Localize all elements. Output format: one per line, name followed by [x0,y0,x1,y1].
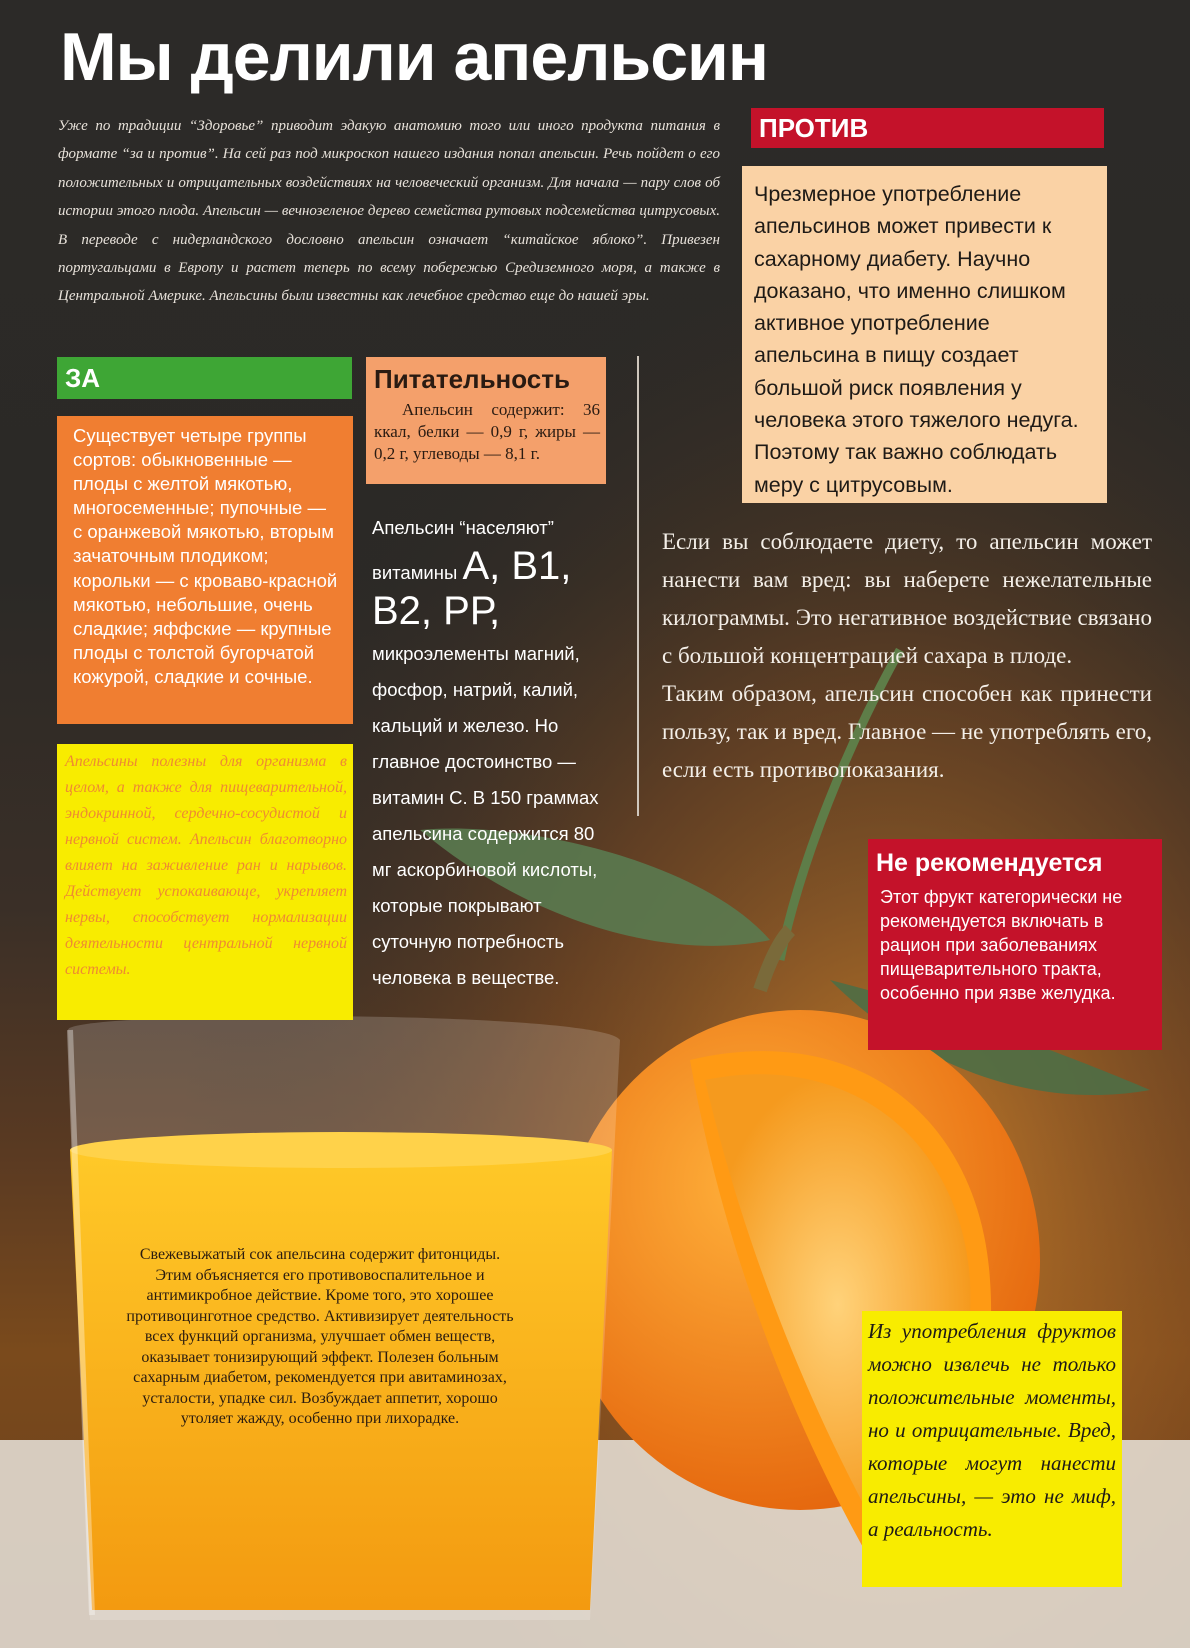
protiv-text-box: Чрезмерное употребление апельсинов может привести к сахарному диабету. Научно доказано, что именно слишком активное употребление апельсина в пищу создает большой риск появления у человека этого тяжелого недуга. Поэтому так важно соблюдать меру с цитрусовым. [742,166,1107,503]
za-header: ЗА [57,357,352,399]
not-recommended-text: Этот фрукт категорически не рекомендуется включать в рацион при заболеваниях пищеварительного тракта, особенно при язве желудка. [880,887,1123,1003]
juice-caption: Свежевыжатый сок апельсина содержит фитонциды. Этим объясняется его противовоспалительное и антимикробное действие. Кроме того, это хорошее противоцинготное средство. Активизирует деятельность всех функций организма, улучшает обмен веществ, оказывает тонизирующий эффект. Полезен больным сахарным диабетом, рекомендуется при авитаминозах, усталости, упадке сил. Возбуждает аппетит, хорошо утоляет жажду, особенно при лихорадке. [126,1246,514,1427]
vitamins-lead: Апельсин “населяют” витамины [372,517,554,583]
vitamins-rest: микроэлементы магний, фосфор, натрий, калий, кальций и железо. Но главное достоинство — витамин С. В 150 граммах апельсина содержится 80 мг аскорбиновой кислоты, которые покрывают суточную потребность человека в веществе. [372,643,599,988]
za-text-box: Существует четыре группы сортов: обыкновенные — плоды с желтой мякотью, многосеменные; пупочные — с оранжевой мякотью, вторым зачаточным плодиком; корольки — с кроваво-красной мякотью, небольшие, очень сладкие; яффские — крупные плоды с толстой бугорчатой кожурой, сладкие и сочные. [57,416,353,724]
right-text-paragraph-1: Если вы соблюдаете диету, то апельсин может нанести вам вред: вы наберете нежелательные килограммы. Это негативное воздействие связано с большой концентрацией сахара в плоде. [662,529,1152,668]
nutrition-text: Апельсин содержит: 36 ккал, белки — 0,9 г, жиры — 0,2 г, углеводы — 8,1 г. [374,400,600,463]
vitamins-paragraph [372,510,617,996]
not-recommended-title: Не рекомендуется [876,849,1103,877]
conclusion-box: Из употребления фруктов можно извлечь не только положительные моменты, но и отрицательные. Вред, которые могут нанести апельсины, — это не миф, а реальность. [862,1311,1122,1587]
intro-paragraph: Уже по традиции “Здоровье” приводит эдакую анатомию того или иного продукта питания в формате “за и против”. На сей раз под микроскоп нашего издания попал апельсин. Речь пойдет о его положительных и отрицательных воздействиях на человеческий организм. Для начала — пару слов об истории этого плода. Апельсин — вечнозеленое дерево семейства рутовых подсемейства цитрусовых. В переводе с нидерландского дословно апельсин означает “китайское яблоко”. Привезен португальцами в Европу и растет теперь по всему побережью Средиземного моря, а также в Центральной Америке. Апельсины были известны как лечебное средство еще до нашей эры. [58,118,720,305]
nutrition-title: Питательность [374,364,570,394]
right-text-paragraph-2: Таким образом, апельсин способен как принести пользу, так и вред. Главное — не употреблять его, если есть противопоказания. [662,681,1152,782]
right-column-text [662,523,1152,789]
protiv-header: ПРОТИВ [751,108,1104,148]
column-divider [637,356,639,816]
nutrition-box [366,357,606,484]
not-recommended-box [868,839,1162,1050]
vitamins-big-1: А, В1, [462,544,572,588]
page-title: Мы делили апельсин [60,19,768,95]
vitamins-big-2: В2, РР, [372,589,501,633]
benefits-box: Апельсины полезны для организма в целом, а также для пищеварительной, эндокринной, сердечно-сосудистой и нервной систем. Апельсин благотворно влияет на заживление ран и нарывов. Действует успокаивающе, укрепляет нервы, способствует нормализации деятельности центральной нервной системы. [57,744,353,1020]
